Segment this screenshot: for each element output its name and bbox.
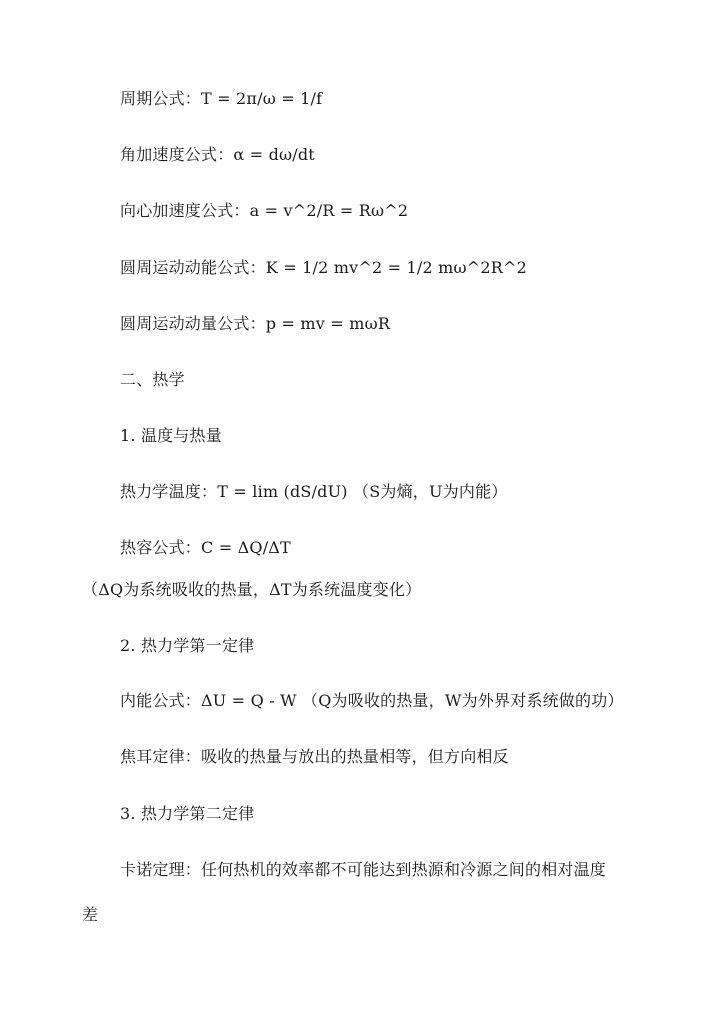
joule-law-line: 焦耳定律：吸收的热量与放出的热量相等，但方向相反 [120,747,509,766]
carnot-theorem-line: 卡诺定理：任何热机的效率都不可能达到热源和冷源之间的相对温度 [120,860,607,879]
subsection-first-law: 2. 热力学第一定律 [120,636,255,655]
internal-energy-line: 内能公式：ΔU = Q - W （Q为吸收的热量，W为外界对系统做的功） [120,691,624,710]
angular-acceleration-line: 角加速度公式：α = dω/dt [120,145,315,164]
thermodynamic-temperature-line: 热力学温度：T = lim (dS/dU) （S为熵，U为内能） [120,482,508,501]
carnot-theorem-continuation: 差 [82,905,99,924]
subsection-second-law: 3. 热力学第二定律 [120,804,255,823]
period-formula-line: 周期公式：T = 2π/ω = 1/f [120,89,323,108]
heat-capacity-line: 热容公式：C = ΔQ/ΔT [120,538,291,557]
heat-capacity-note: （ΔQ为系统吸收的热量，ΔT为系统温度变化） [82,580,422,599]
subsection-temperature-heat: 1. 温度与热量 [120,426,222,445]
circular-kinetic-energy-line: 圆周运动动能公式：K = 1/2 mv^2 = 1/2 mω^2R^2 [120,258,528,277]
centripetal-acceleration-line: 向心加速度公式：a = v^2/R = Rω^2 [120,201,409,220]
section-heading-thermodynamics: 二、热学 [120,370,185,389]
circular-momentum-line: 圆周运动动量公式：p = mv = mωR [120,314,391,333]
